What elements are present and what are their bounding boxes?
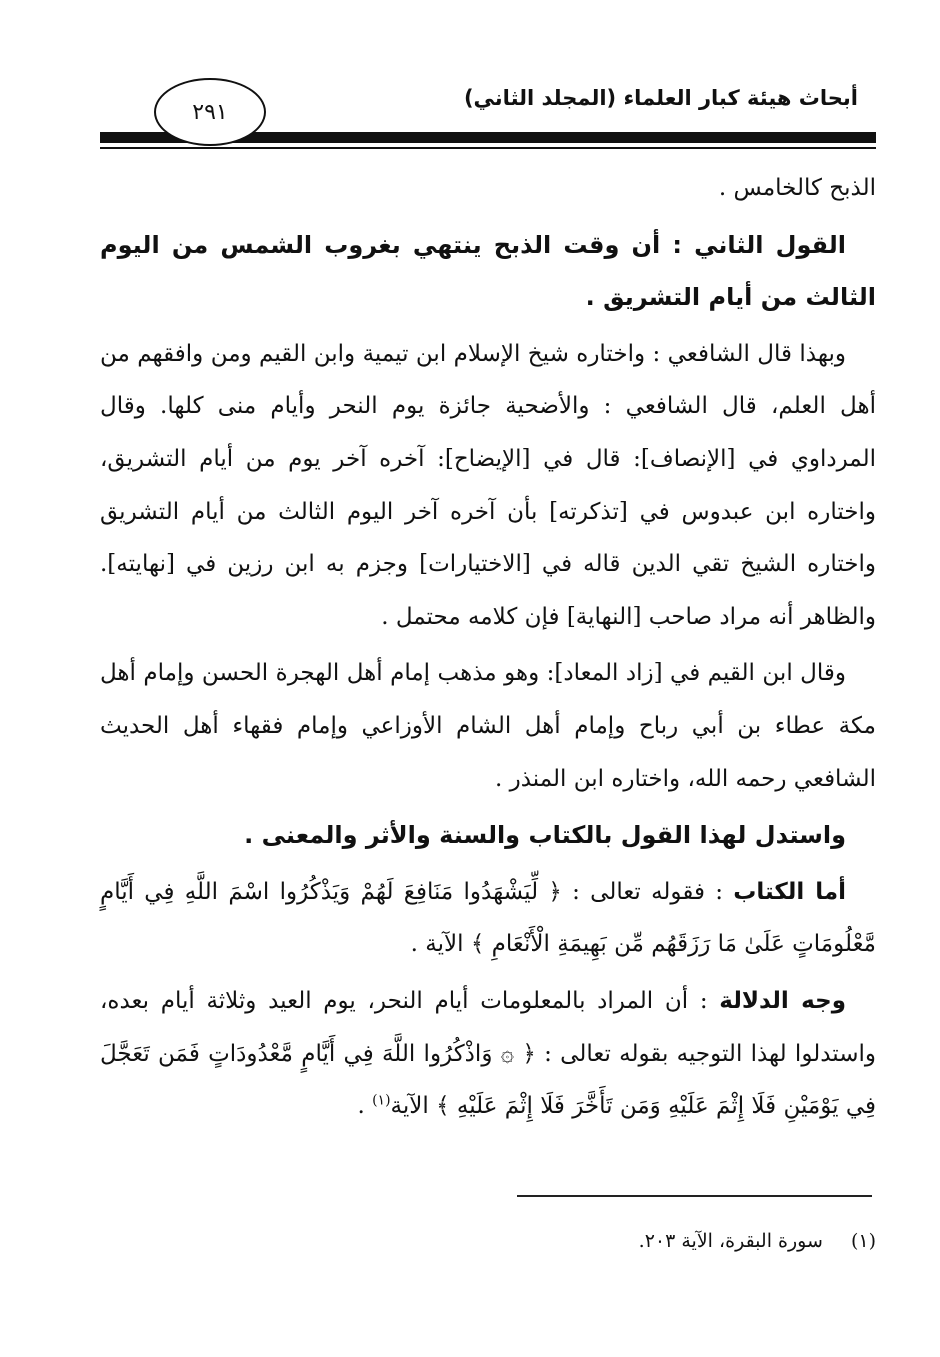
paragraph-text: وبهذا قال الشافعي : واختاره شيخ الإسلام ابن تيمية وابن القيم ومن وافقهم من أهل العلم، قال الشافعي : والأضحية جائزة يوم النحر وأيام منى كلها. وقال المرداوي في [الإنصاف]: قال في [الإيضاح]: آخره آخر يوم من أيام التشريق، واختاره ابن عبدوس في [تذكرته] بأن آخره آخر اليوم الثالث من أيام التشريق واختاره الشيخ تقي الدين قاله في [الاختيارات] وجزم به ابن رزين في [نهايته]. والظاهر أنه مراد صاحب [النهاية] فإن كلامه محتمل .	[100, 340, 876, 630]
paragraph-second-opinion	[100, 219, 876, 324]
paragraph-indication	[100, 975, 876, 1133]
footnote-text: سورة البقرة، الآية ٢٠٣.	[638, 1230, 823, 1252]
page-number: ٢٩١	[192, 99, 228, 125]
paragraph-text: : أن المراد بالمعلومات أيام النحر، يوم العيد وثلاثة أيام بعده، واستدلوا لهذا التوجيه بقوله تعالى : ﴿ ۞ وَاذْكُرُوا اللَّهَ فِي أَيَّامٍ مَّعْدُودَاتٍ فَمَن تَعَجَّلَ فِي يَوْمَيْنِ فَلَا إِثْمَ عَلَيْهِ وَمَن تَأَخَّرَ فَلَا إِثْمَ عَلَيْهِ ﴾ الآية	[100, 987, 876, 1120]
page-number-oval	[154, 78, 266, 146]
paragraph-text: الذبح كالخامس .	[718, 175, 876, 201]
paragraph-ibn-qayyim	[100, 647, 876, 805]
paragraph-text: : فقوله تعالى : ﴿ لِّيَشْهَدُوا مَنَافِعَ لَهُمْ وَيَذْكُرُوا اسْمَ اللَّهِ فِي أَيَّامٍ مَّعْلُومَاتٍ عَلَىٰ مَا رَزَقَهُم مِّن بَهِيمَةِ الْأَنْعَامِ ﴾ الآية .	[100, 878, 876, 958]
paragraph-text: القول الثاني : أن وقت الذبح ينتهي بغروب الشمس من اليوم الثالث من أيام التشريق .	[100, 230, 876, 312]
paragraph-continuation	[100, 162, 876, 215]
header-rule-thin	[100, 147, 876, 149]
main-text	[100, 162, 876, 1133]
paragraph-lead: أما الكتاب	[733, 878, 846, 905]
footnote-rule	[517, 1195, 872, 1197]
paragraph-shafii	[100, 328, 876, 644]
footnote-marker: (١)	[372, 1092, 391, 1109]
final-period: .	[357, 1093, 373, 1120]
paragraph-evidence	[100, 809, 876, 862]
footnote	[639, 1230, 876, 1252]
running-title: أبحاث هيئة كبار العلماء (المجلد الثاني)	[463, 86, 858, 110]
paragraph-lead: وجه الدلالة	[719, 987, 846, 1014]
paragraph-text: واستدل لهذا القول بالكتاب والسنة والأثر والمعنى .	[244, 821, 846, 850]
footnote-number: (١)	[850, 1230, 876, 1252]
paragraph-book	[100, 866, 876, 971]
paragraph-text: وقال ابن القيم في [زاد المعاد]: وهو مذهب إمام أهل الهجرة الحسن وإمام أهل مكة عطاء بن أبي رباح وإمام أهل الشام الأوزاعي وإمام فقهاء أهل الحديث الشافعي رحمه الله، واختاره ابن المنذر .	[100, 660, 876, 792]
